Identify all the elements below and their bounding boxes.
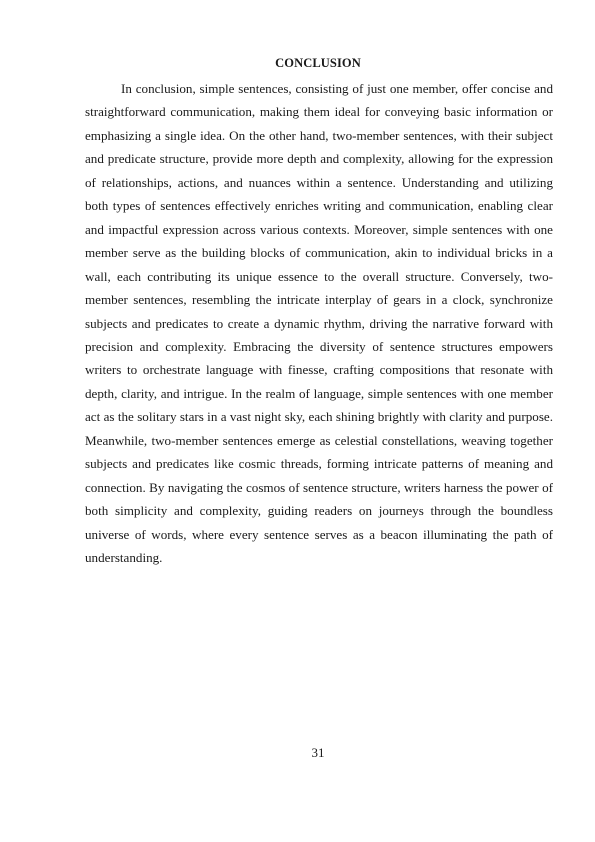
page-number: 31	[311, 745, 325, 760]
conclusion-paragraph: In conclusion, simple sentences, consisting of just one member, offer concise and straightforward communication, making them ideal for conveying basic information or emphasizing a single idea. On the other hand, two-member sentences, with their subject and predicate structure, provide more depth and complexity, allowing for the expression of relationships, actions, and nuances within a sentence. Understanding and utilizing both types of sentences effectively enriches writing and communication, enabling clear and impactful expression across various contexts. Moreover, simple sentences with one member serve as the building blocks of communication, akin to individual bricks in a wall, each contributing its unique essence to the overall structure. Conversely, two-member sentences, resembling the intricate interplay of gears in a clock, synchronize subjects and predicates to create a dynamic rhythm, driving the narrative forward with precision and complexity. Embracing the diversity of sentence structures empowers writers to orchestrate language with finesse, crafting compositions that resonate with depth, clarity, and intrigue. In the realm of language, simple sentences with one member act as the solitary stars in a vast night sky, each shining brightly with clarity and purpose. Meanwhile, two-member sentences emerge as celestial constellations, weaving together subjects and predicates like cosmic threads, forming intricate patterns of meaning and connection. By navigating the cosmos of sentence structure, writers harness the power of both simplicity and complexity, guiding readers on journeys through the boundless universe of words, where every sentence serves as a beacon illuminating the path of understanding.	[85, 81, 553, 566]
section-heading: CONCLUSION	[275, 56, 361, 70]
